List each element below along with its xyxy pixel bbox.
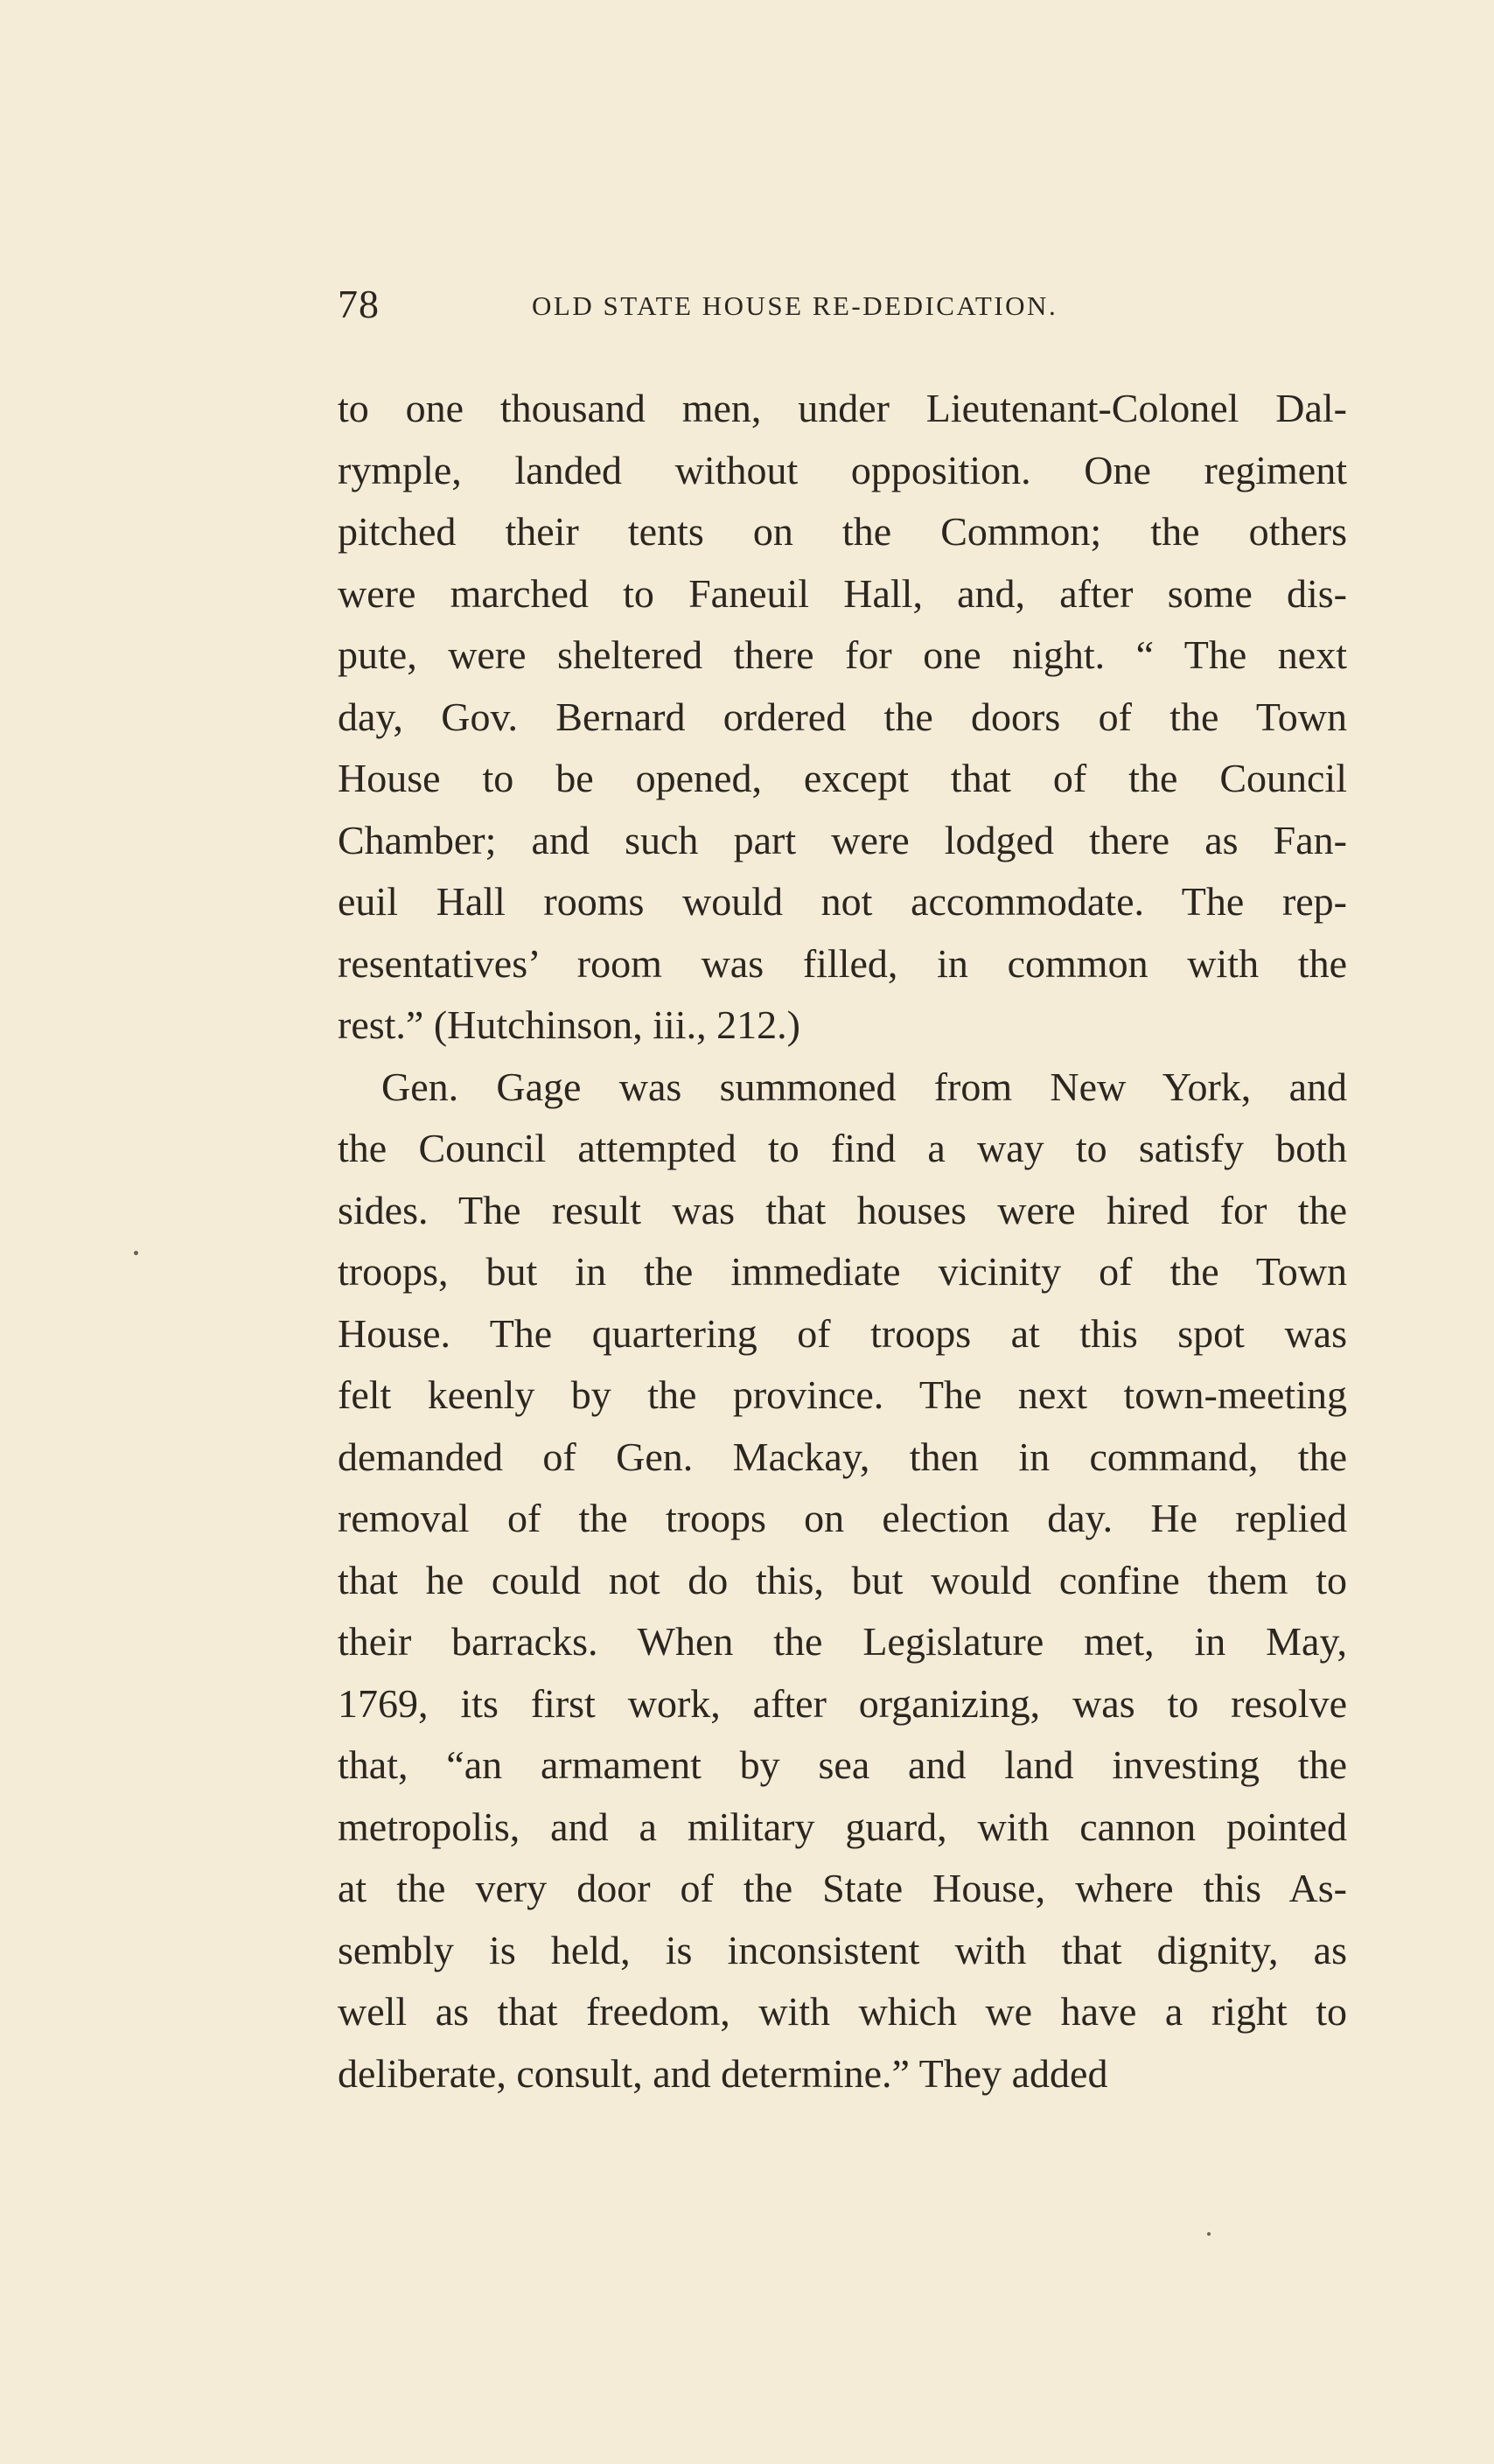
text-line: demanded of Gen. Mackay, then in command, the — [338, 1434, 1347, 1479]
page-number: 78 — [338, 282, 380, 326]
text-line: were marched to Faneuil Hall, and, after some dis- — [338, 570, 1347, 616]
text-line: removal of the troops on election day. He replied — [338, 1496, 1347, 1540]
text-line: House. The quartering of troops at this spot was — [338, 1310, 1347, 1356]
text-line: that, “an armament by sea and land investing the — [338, 1742, 1347, 1787]
paper-speck — [134, 1251, 138, 1255]
text-line: felt keenly by the province. The next town-meeting — [338, 1372, 1347, 1417]
text-line: well as that freedom, with which we have a right to — [338, 1989, 1347, 2034]
text-line: troops, but in the immediate vicinity of the Town — [338, 1249, 1347, 1294]
running-head-title: OLD STATE HOUSE RE-DEDICATION. — [532, 290, 1058, 321]
text-line: rymple, landed without opposition. One regiment — [338, 447, 1347, 492]
text-line: their barracks. When the Legislature met, in May, — [338, 1619, 1347, 1664]
text-line: day, Gov. Bernard ordered the doors of the Town — [338, 694, 1347, 739]
paper-speck — [1207, 2232, 1211, 2236]
text-line: 1769, its first work, after organizing, was to resolve — [338, 1680, 1347, 1726]
text-line: Chamber; and such part were lodged there as Fan- — [338, 817, 1347, 862]
text-line: pute, were sheltered there for one night. “ The next — [338, 632, 1347, 677]
running-head — [338, 278, 1347, 331]
text-line: that he could not do this, but would confine them to — [338, 1557, 1347, 1602]
text-line: Gen. Gage was summoned from New York, and — [381, 1064, 1347, 1109]
text-line: euil Hall rooms would not accommodate. The rep- — [338, 879, 1347, 924]
text-line: sides. The result was that houses were hired for the — [338, 1187, 1347, 1232]
text-line: the Council attempted to find a way to satisfy both — [338, 1126, 1347, 1170]
text-line: deliberate, consult, and determine.” They added — [338, 2050, 1108, 2096]
body-text — [338, 378, 1347, 2105]
text-line: metropolis, and a military guard, with cannon pointed — [338, 1804, 1347, 1849]
text-line: resentatives’ room was filled, in common with the — [338, 940, 1347, 986]
text-line: House to be opened, except that of the Council — [338, 756, 1347, 800]
text-line: pitched their tents on the Common; the others — [338, 509, 1347, 554]
text-line: sembly is held, is inconsistent with that dignity, as — [338, 1927, 1347, 1972]
text-line: at the very door of the State House, where this As- — [338, 1866, 1347, 1910]
text-line: rest.” (Hutchinson, iii., 212.) — [338, 1002, 800, 1047]
text-line: to one thousand men, under Lieutenant-Colonel Dal- — [338, 386, 1347, 430]
